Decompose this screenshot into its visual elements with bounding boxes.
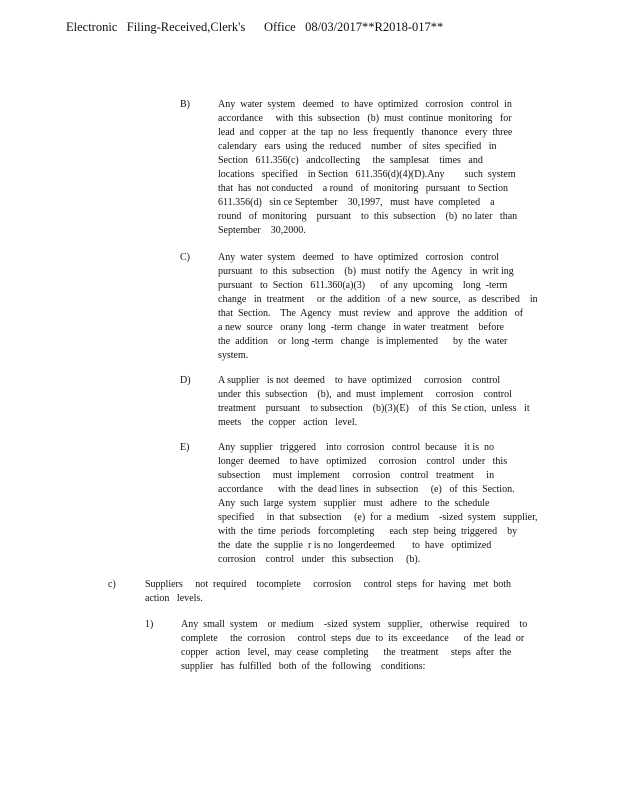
paragraph-line: the date the supplie r is no longerdeemed to have optimized [218, 539, 492, 551]
paragraph-line: specified in that subsection (e) for a medium -sized system supplier, [218, 511, 538, 523]
paragraph-line: Suppliers not required tocomplete corrosion control steps for having met both [145, 579, 512, 590]
paragraph-line: round of monitoring pursuant to this subsection (b) no later than [218, 210, 518, 222]
paragraph-e [218, 441, 540, 567]
item-label-b: B) [180, 99, 190, 110]
item-label-c: C) [180, 252, 190, 263]
paragraph-line: longer deemed to have optimized corrosion control under this [218, 455, 508, 467]
item-label-c-lower: c) [108, 579, 116, 590]
paragraph-line: supplier has fulfilled both of the following conditions: [181, 660, 426, 672]
paragraph-line: calendary ears using the reduced number of sites specified in [218, 140, 497, 152]
paragraph-c [218, 251, 544, 363]
paragraph-line: that Section. The Agency must review and approve the addition of [218, 307, 524, 319]
paragraph-line: that has not conducted a round of monitoring pursuant to Section [218, 182, 508, 194]
paragraph-line: a new source orany long -term change in water treatment before [218, 321, 504, 333]
paragraph-line: system. [218, 349, 249, 361]
paragraph-line: pursuant to Section 611.360(a)(3) of any upcoming long -term [218, 279, 508, 291]
paragraph-line: Any such large system supplier must adhere to the schedule [218, 497, 490, 509]
paragraph-line: September 30,2000. [218, 224, 306, 236]
paragraph-1 [181, 618, 541, 674]
paragraph-line: lead and copper at the tap no less frequently thanonce every three [218, 126, 513, 138]
paragraph-line: treatment pursuant to subsection (b)(3)(E) of this Se ction, unless it [218, 402, 530, 414]
paragraph-line: A supplier is not deemed to have optimized corrosion control [218, 375, 501, 386]
paragraph-line: complete the corrosion control steps due to its exceedance of the lead or [181, 632, 525, 644]
paragraph-b [218, 98, 534, 238]
paragraph-line: subsection must implement corrosion control treatment in [218, 469, 495, 481]
paragraph-line: accordance with the dead lines in subsection (e) of this Section. [218, 483, 515, 495]
paragraph-line: Section 611.356(c) andcollecting the samplesat times and [218, 154, 483, 166]
paragraph-line: 611.356(d) sin ce September 30,1997, must have completed a [218, 196, 495, 208]
paragraph-line: with the time periods forcompleting each step being triggered by [218, 525, 518, 537]
paragraph-line: under this subsection (b), and must implement corrosion control [218, 388, 512, 400]
paragraph-line: pursuant to this subsection (b) must notify the Agency in writ ing [218, 265, 514, 277]
paragraph-line: corrosion control under this subsection (b). [218, 553, 421, 565]
paragraph-line: copper action level, may cease completing the treatment steps after the [181, 646, 512, 658]
item-label-d: D) [180, 375, 191, 386]
paragraph-d [218, 374, 542, 430]
paragraph-line: Any water system deemed to have optimized corrosion control [218, 252, 500, 263]
item-label-e: E) [180, 442, 190, 453]
paragraph-line: Any water system deemed to have optimized corrosion control in [218, 99, 512, 110]
paragraph-line: accordance with this subsection (b) must continue monitoring for [218, 112, 512, 124]
paragraph-line: change in treatment or the addition of a new source, as described in [218, 293, 538, 305]
paragraph-c-lower [145, 578, 525, 606]
paragraph-line: meets the copper action level. [218, 416, 358, 428]
paragraph-line: locations specified in Section 611.356(d)(4)(D).Any such system [218, 168, 516, 180]
paragraph-line: the addition or long -term change is implemented by the water [218, 335, 508, 347]
paragraph-line: Any supplier triggered into corrosion control because it is no [218, 442, 495, 453]
filing-header: Electronic Filing-Received,Clerk's Office 08/03/2017**R2018-017** [66, 20, 444, 34]
paragraph-line: Any small system or medium -sized system supplier, otherwise required to [181, 619, 528, 630]
item-label-1: 1) [145, 619, 154, 630]
paragraph-line: action levels. [145, 592, 203, 604]
